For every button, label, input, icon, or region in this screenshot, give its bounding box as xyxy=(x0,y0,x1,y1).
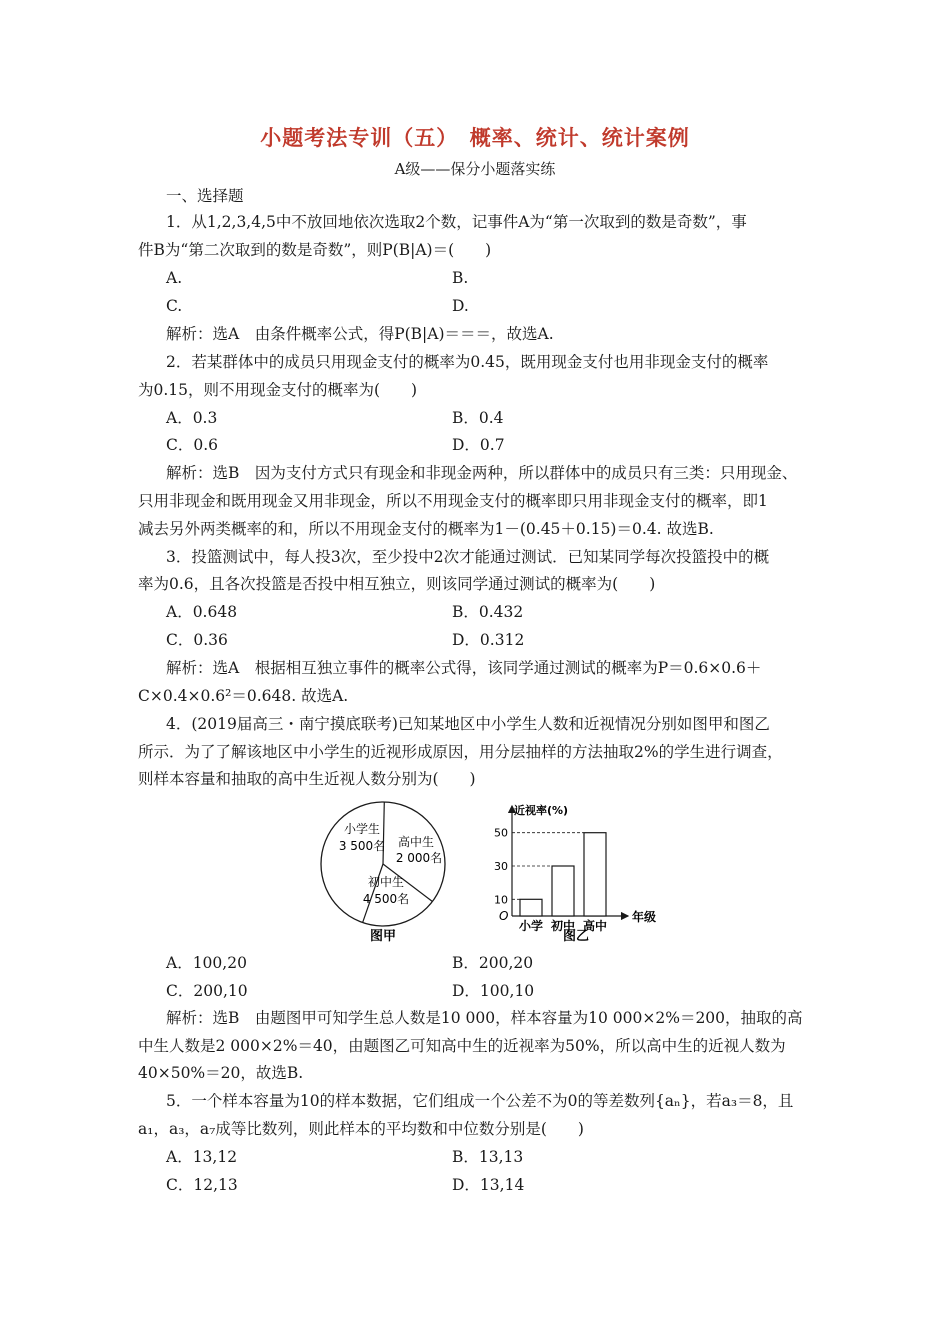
q1-answer: 解析：选A 由条件概率公式，得P(B|A)＝＝＝，故选A. xyxy=(166,325,554,343)
q3-option-a: A．0.648 xyxy=(166,603,238,621)
q2-option-c: C．0.6 xyxy=(166,436,219,454)
q5-option-d: D．13,14 xyxy=(452,1176,525,1194)
q4-answer-line3: 40×50%＝20，故选B. xyxy=(138,1064,304,1082)
q4-stem-line1: 4．(2019届高三・南宁摸底联考)已知某地区中小学生人数和近视情况分别如图甲和图乙 xyxy=(166,715,770,733)
pie-label-primary-count: 3 500名 xyxy=(338,839,386,853)
y-tick-label: 30 xyxy=(494,860,508,873)
pie-label-high-count: 2 000名 xyxy=(395,851,443,865)
x-axis-label: 年级 xyxy=(632,910,657,924)
q4-option-a: A．100,20 xyxy=(166,954,247,972)
q1-option-c: C. xyxy=(166,297,183,315)
page-subtitle: A级——保分小题落实练 xyxy=(394,160,556,178)
q2-answer-line2: 只用非现金和既用现金又用非现金，所以不用现金支付的概率即只用非现金支付的概率，即1 xyxy=(138,492,768,510)
q4-stem-line3: 则样本容量和抽取的高中生近视人数分别为( ) xyxy=(138,770,476,788)
pie-label-middle: 初中生 xyxy=(367,875,405,889)
q1-option-d: D. xyxy=(452,297,469,315)
q4-option-c: C．200,10 xyxy=(166,982,248,1000)
figure-yi-bar-chart xyxy=(480,800,670,950)
q2-answer-line3: 减去另外两类概率的和，所以不用现金支付的概率为1－(0.45＋0.15)＝0.4. 故选B. xyxy=(138,520,714,538)
pie-label-primary: 小学生 xyxy=(343,822,381,836)
q3-stem-line2: 率为0.6，且各次投篮是否投中相互独立，则该同学通过测试的概率为( ) xyxy=(138,575,656,593)
bar-1 xyxy=(552,866,574,916)
q4-answer-line1: 解析：选B 由题图甲可知学生总人数是10 000，样本容量为10 000×2%＝200，抽取的高 xyxy=(166,1009,803,1027)
bar-0 xyxy=(520,899,542,916)
figure-yi-caption: 图乙 xyxy=(562,929,590,944)
q5-option-b: B．13,13 xyxy=(452,1148,524,1166)
q3-option-d: D．0.312 xyxy=(452,631,525,649)
q2-stem-line1: 2．若某群体中的成员只用现金支付的概率为0.45，既用现金支付也用非现金支付的概率 xyxy=(166,353,769,371)
q4-answer-line2: 中生人数是2 000×2%＝40，由题图乙可知高中生的近视率为50%，所以高中生的近视人数为 xyxy=(138,1037,786,1055)
q3-answer-line2: C×0.4×0.6²＝0.648. 故选A. xyxy=(138,687,349,705)
pie-label-middle-count: 4 500名 xyxy=(362,892,410,906)
q1-stem-line2: 件B为“第二次取到的数是奇数”，则P(B|A)＝( ) xyxy=(138,241,492,259)
q3-answer-line1: 解析：选A 根据相互独立事件的概率公式得，该同学通过测试的概率为P＝0.6×0.6＋ xyxy=(166,659,762,677)
figure-jia-pie-chart xyxy=(316,800,452,950)
q5-option-a: A．13,12 xyxy=(166,1148,238,1166)
q5-stem-line1: 5．一个样本容量为10的样本数据，它们组成一个公差不为0的等差数列{aₙ}，若a₃＝8，且 xyxy=(166,1092,794,1110)
q1-stem-line1: 1．从1,2,3,4,5中不放回地依次选取2个数，记事件A为“第一次取到的数是奇数”，事 xyxy=(166,213,747,231)
q4-option-b: B．200,20 xyxy=(452,954,534,972)
page-title: 小题考法专训（五） 概率、统计、统计案例 xyxy=(260,125,690,150)
pie-label-high: 高中生 xyxy=(397,835,435,849)
q1-option-b: B. xyxy=(452,269,469,287)
y-tick-label: 50 xyxy=(494,826,508,840)
q4-stem-line2: 所示．为了了解该地区中小学生的近视形成原因，用分层抽样的方法抽取2%的学生进行调查， xyxy=(138,743,783,761)
q1-option-a: A. xyxy=(166,269,183,287)
x-tick-label: 高中 xyxy=(582,919,608,933)
q4-option-d: D．100,10 xyxy=(452,982,535,1000)
y-tick-label: 10 xyxy=(494,893,508,907)
x-tick-label: 初中 xyxy=(550,919,576,933)
q3-option-b: B．0.432 xyxy=(452,603,524,621)
bar-2 xyxy=(584,833,606,916)
q5-stem-line2: a₁，a₃，a₇成等比数列，则此样本的平均数和中位数分别是( ) xyxy=(138,1120,584,1138)
q3-stem-line1: 3．投篮测试中，每人投3次，至少投中2次才能通过测试．已知某同学每次投篮投中的概 xyxy=(166,548,770,566)
section-heading: 一、选择题 xyxy=(166,187,244,205)
x-tick-label: 小学 xyxy=(518,919,544,933)
q2-stem-line2: 为0.15，则不用现金支付的概率为( ) xyxy=(138,381,418,399)
q3-option-c: C．0.36 xyxy=(166,631,228,649)
origin-label: O xyxy=(499,909,509,923)
y-axis-label: 近视率(%) xyxy=(514,804,569,817)
q2-option-a: A．0.3 xyxy=(166,409,218,427)
figure-jia-caption: 图甲 xyxy=(369,929,397,944)
q2-option-d: D．0.7 xyxy=(452,436,505,454)
q2-answer-line1: 解析：选B 因为支付方式只有现金和非现金两种，所以群体中的成员只有三类：只用现金、 xyxy=(166,464,798,482)
q5-option-c: C．12,13 xyxy=(166,1176,238,1194)
q2-option-b: B．0.4 xyxy=(452,409,504,427)
